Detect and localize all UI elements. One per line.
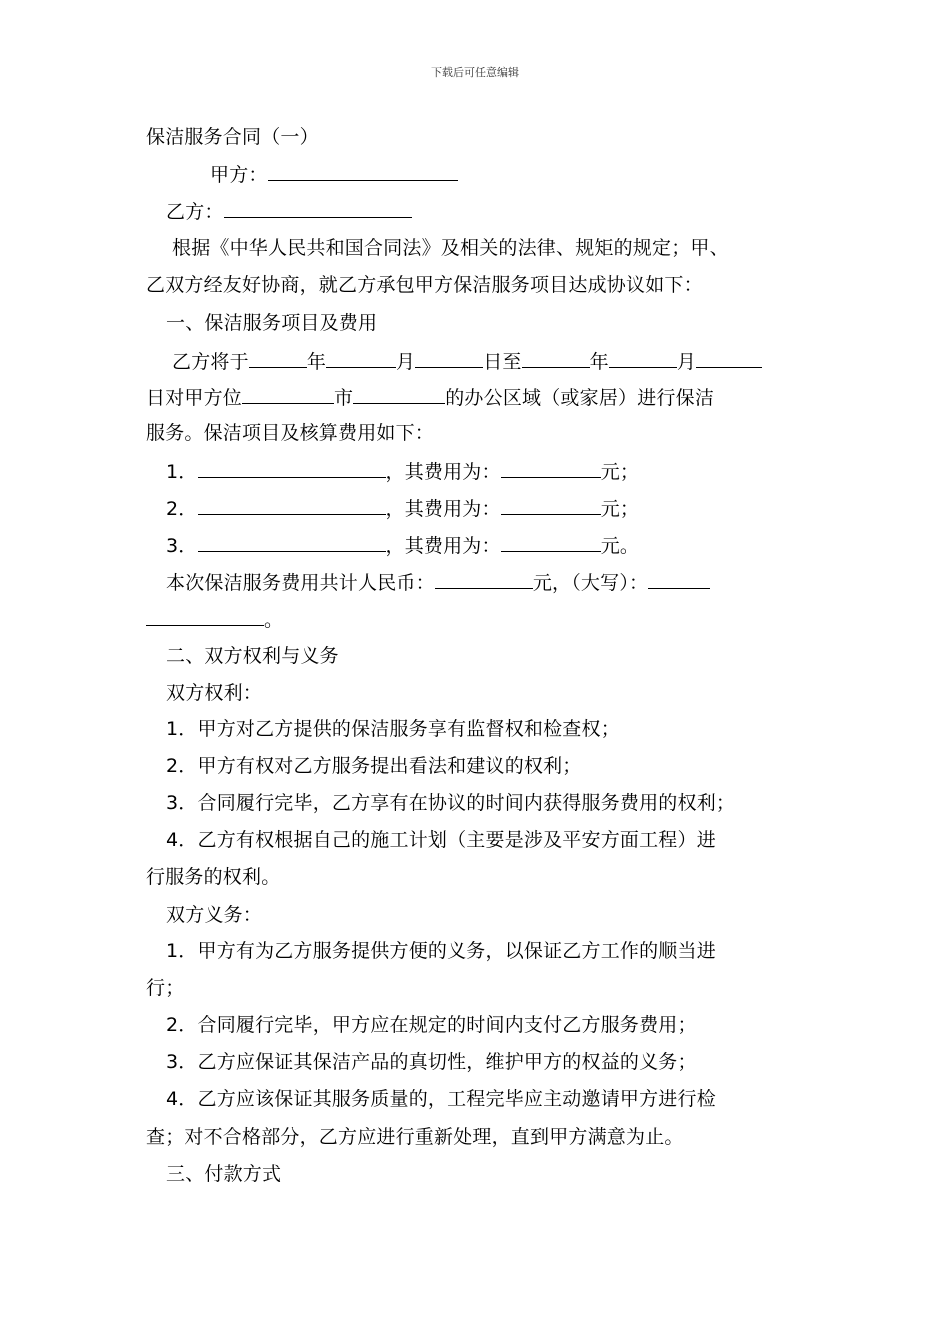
total-end: 。 (264, 609, 284, 631)
total-prefix: 本次保洁服务费用共计人民币： (166, 572, 435, 594)
fee-item-amount-blank (501, 531, 601, 552)
section-3-title: 三、付款方式 (166, 1163, 282, 1185)
period-month-2: 月 (676, 351, 697, 373)
fee-item-mid: ，其费用为： (385, 535, 501, 557)
period-year-2: 年 (589, 351, 609, 373)
fee-item-end: 元； (600, 498, 640, 520)
total-uppercase-blank-cont (146, 605, 264, 626)
duties-item-4-cont: 查；对不合格部分，乙方应进行重新处理，直到甲方满意为止。 (146, 1126, 684, 1148)
fee-item-num: 3． (166, 535, 198, 557)
contract-title: 保洁服务合同（一） (146, 126, 319, 148)
fee-item-name-blank (198, 494, 386, 515)
period-year: 年 (306, 351, 327, 373)
location-blank (242, 383, 334, 404)
end-year-blank (522, 347, 590, 368)
location-suffix: 的办公区域（或家居）进行保洁 (445, 387, 715, 409)
section-2-title: 二、双方权利与义务 (166, 645, 339, 667)
end-month-blank (609, 347, 677, 368)
section-1-title: 一、保洁服务项目及费用 (166, 312, 378, 334)
total-line-cont (146, 605, 810, 633)
fee-item-2 (166, 494, 810, 522)
intro-line-1: 根据《中华人民共和国合同法》及相关的法律、规矩的规定；甲、 (172, 237, 729, 259)
start-month-blank (326, 347, 396, 368)
service-intro: 服务。保洁项目及核算费用如下： (146, 422, 435, 444)
location-prefix: 日对甲方位 (146, 387, 243, 409)
page-header: 下载后可任意编辑 (431, 66, 519, 79)
period-prefix: 乙方将于 (172, 351, 249, 373)
location-city: 市 (334, 387, 354, 409)
rights-item-2: 2．甲方有权对乙方服务提出看法和建议的权利； (166, 755, 582, 777)
period-day-to: 日至 (483, 351, 522, 373)
intro-line-2: 乙双方经友好协商，就乙方承包甲方保洁服务项目达成协议如下： (146, 274, 703, 296)
period-month: 月 (396, 351, 416, 373)
total-line (166, 568, 810, 596)
fee-item-mid: ，其费用为： (385, 498, 501, 520)
start-day-blank (415, 347, 483, 368)
party-b-label: 乙方： (166, 201, 224, 223)
area-blank (353, 383, 445, 404)
fee-item-end: 元。 (600, 535, 640, 557)
fee-item-name-blank (198, 531, 386, 552)
end-day-blank (696, 347, 762, 368)
duties-item-1-cont: 行； (146, 977, 185, 999)
party-a-blank (268, 160, 458, 181)
fee-item-end: 元； (600, 461, 640, 483)
location-line (146, 383, 810, 411)
fee-item-name-blank (198, 457, 386, 478)
fee-item-num: 2． (166, 498, 198, 520)
total-uppercase-blank (648, 568, 710, 589)
duties-item-3: 3．乙方应保证其保洁产品的真切性，维护甲方的权益的义务； (166, 1051, 697, 1073)
total-mid: 元，（大写）： (532, 572, 649, 594)
rights-item-4: 4．乙方有权根据自己的施工计划（主要是涉及平安方面工程）进 (166, 829, 716, 851)
fee-item-num: 1． (166, 461, 198, 483)
rights-item-4-cont: 行服务的权利。 (146, 866, 281, 888)
period-line (172, 347, 810, 375)
rights-title: 双方权利： (166, 682, 263, 704)
duties-item-2: 2．合同履行完毕，甲方应在规定的时间内支付乙方服务费用； (166, 1014, 697, 1036)
rights-item-1: 1．甲方对乙方提供的保洁服务享有监督权和检查权； (166, 718, 620, 740)
rights-item-3: 3．合同履行完毕，乙方享有在协议的时间内获得服务费用的权利； (166, 792, 736, 814)
fee-item-1 (166, 457, 810, 485)
duties-item-4: 4．乙方应该保证其服务质量的，工程完毕应主动邀请甲方进行检 (166, 1088, 716, 1110)
party-b-blank (224, 197, 412, 218)
start-year-blank (249, 347, 307, 368)
total-amount-blank (435, 568, 533, 589)
duties-item-1: 1．甲方有为乙方服务提供方便的义务，以保证乙方工作的顺当进 (166, 940, 716, 962)
fee-item-3 (166, 531, 810, 559)
fee-item-amount-blank (501, 494, 601, 515)
party-b-line (166, 197, 810, 225)
duties-title: 双方义务： (166, 904, 263, 926)
fee-item-mid: ，其费用为： (385, 461, 501, 483)
party-a-line (210, 160, 810, 188)
fee-item-amount-blank (501, 457, 601, 478)
party-a-label: 甲方： (210, 164, 268, 186)
